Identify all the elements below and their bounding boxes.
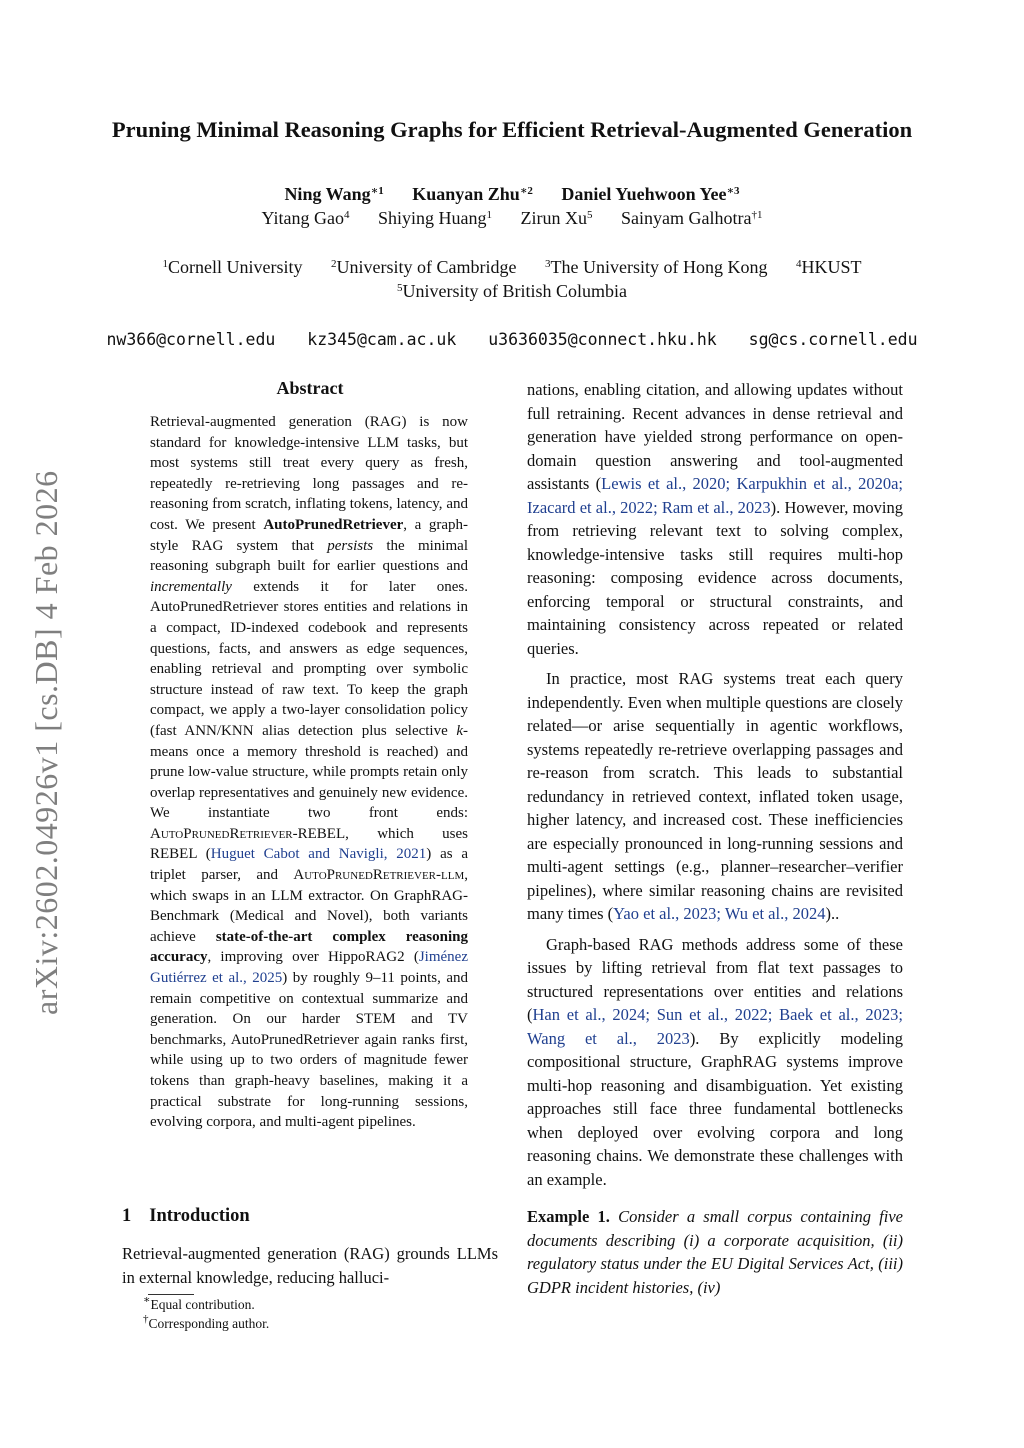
affiliation: $^1$Cornell University [162, 257, 303, 277]
footnotes [143, 1296, 269, 1333]
introduction-body [122, 1242, 498, 1289]
author-list-row-2 [100, 206, 924, 230]
author: Shiying Huang$^1$ [378, 208, 493, 228]
citation-link[interactable]: Huguet Cabot and Navigli, 2021 [210, 846, 427, 863]
email-link[interactable]: kz345@cam.ac.uk [307, 330, 457, 349]
body-paragraph: nations, enabling citation, and allowing updates without full retraining. Recent advances in dense retrieval and generation have yielded strong performance on open-domain question answering and tool-augmented assistants (Lewis et al., 2020; Karpukhin et al., 2020a; Izacard et al., 2022; Ram et al., 2023). However, moving from retrieving relevant text to solving complex, knowledge-intensive tasks still requires multi-hop reasoning: composing evidence across documents, enforcing temporal or structural constraints, and maintaining consistency across repeated or related queries. [527, 380, 903, 658]
footnote: ∗Equal contribution. [143, 1294, 255, 1312]
author: Zirun Xu$^5$ [520, 208, 593, 228]
footnote-rule [148, 1294, 194, 1295]
author: Daniel Yuehwoon Yee$^{∗3}$ [561, 184, 740, 204]
citation-link[interactable]: Jiménez Gutiérrez et al., 2025 [150, 949, 468, 987]
intro-paragraph: Retrieval-augmented generation (RAG) grounds LLMs in external knowledge, reducing halluci- [122, 1244, 498, 1287]
example-paragraph: Example 1. Consider a small corpus containing five documents describing (i) a corporate acquisition, (ii) regulatory status under the EU Digital Services Act, (iii) GDPR incident histories, (iv) [527, 1207, 903, 1297]
affiliation: $^5$University of British Columbia [397, 281, 627, 301]
abstract-body [150, 412, 468, 1133]
citation-link[interactable]: Lewis et al., 2020; Karpukhin et al., 2020a; Izacard et al., 2022; Ram et al., 2023 [527, 474, 903, 517]
author: Kuanyan Zhu$^{∗2}$ [412, 184, 533, 204]
affiliations-row-1 [100, 255, 924, 279]
footnote: †Corresponding author. [143, 1312, 270, 1331]
email-link[interactable]: u3636035@connect.hku.hk [488, 330, 717, 349]
affiliation: $^2$University of Cambridge [331, 257, 517, 277]
arxiv-identifier: arXiv:2602.04926v1 [cs.DB] 4 Feb 2026 [28, 470, 64, 1015]
citation-link[interactable]: Yao et al., 2023; Wu et al., 2024 [613, 904, 826, 923]
affiliation: $^4$HKUST [795, 257, 862, 277]
author-list-row-1 [100, 182, 924, 206]
abstract-paragraph: Retrieval-augmented generation (RAG) is now standard for knowledge-intensive LLM tasks, but most systems still treat every query as fresh, repeatedly re-retrieving long passages and re-reasoning from scratch, inflating tokens, latency, and cost. We present AutoPrunedRetriever, a graph-style RAG system that persists the minimal reasoning subgraph built for earlier questions and incrementally extends it for later ones. AutoPrunedRetriever stores entities and relations in a compact, ID-indexed codebook and represents questions, facts, and answers as edge sequences, enabling retrieval and prompting over symbolic structure instead of raw text. To keep the graph compact, we apply a two-layer consolidation policy (fast ANN/KNN alias detection plus selective k-means once a memory threshold is reached) and prune low-value structure, while prompts retain only overlap representatives and genuinely new evidence. We instantiate two front ends: AutoPrunedRetriever-REBEL, which uses REBEL (Huguet Cabot and Navigli, 2021) as a triplet parser, and AutoPrunedRetriever-llm, which swaps in an LLM extractor. On GraphRAG-Benchmark (Medical and Novel), both variants achieve state-of-the-art complex reasoning accuracy, improving over HippoRAG2 (Jiménez Gutiérrez et al., 2025) by roughly 9–11 points, and remain competitive on contextual summarize and generation. On our harder STEM and TV benchmarks, AutoPrunedRetriever again ranks first, while using up to two orders of magnitude fewer tokens than graph-heavy baselines, making it a practical substrate for long-running sessions, evolving corpora, and multi-agent pipelines. [150, 414, 469, 1131]
abstract-heading: Abstract [276, 378, 344, 398]
author: Sainyam Galhotra$^{\dagger 1}$ [621, 208, 763, 228]
body-paragraph: In practice, most RAG systems treat each query independently. Even when multiple questions are closely related—or arise sequentially in agentic workflows, systems repeatedly re-retrieve overlapping passages and re-reason from scratch. This leads to substantial redundancy in retrieved context, inflated token usage, higher latency, and increased cost. These inefficiencies are especially pronounced in long-running sessions and multi-agent settings (e.g., planner–researcher–verifier pipelines), where similar reasoning chains are revisited many times (Yao et al., 2023; Wu et al., 2024).. [527, 669, 903, 923]
author: Yitang Gao$^4$ [261, 208, 350, 228]
affiliations-row-2 [100, 279, 924, 303]
affiliation: $^3$The University of Hong Kong [544, 257, 768, 277]
paper-title: Pruning Minimal Reasoning Graphs for Efficient Retrieval-Augmented Generation [111, 117, 913, 142]
author: Ning Wang$^{∗1}$ [284, 184, 384, 204]
right-column-body [527, 378, 903, 1306]
body-paragraph: Graph-based RAG methods address some of these issues by lifting retrieval from flat text passages to structured representations over entities and relations (Han et al., 2024; Sun et al., 2022; Baek et al., 2023; Wang et al., 2023). By explicitly modeling compositional structure, GraphRAG systems improve multi-hop reasoning and disambiguation. Yet existing approaches still face three fundamental bottlenecks when deployed over evolving corpora and long reasoning chains. We demonstrate these challenges with an example. [527, 934, 903, 1189]
email-link[interactable]: nw366@cornell.edu [106, 330, 276, 349]
section-heading-introduction: 1 Introduction [122, 1206, 250, 1226]
citation-link[interactable]: Han et al., 2024; Sun et al., 2022; Baek et al., 2023; Wang et al., 2023 [527, 1005, 903, 1048]
email-link[interactable]: sg@cs.cornell.edu [748, 330, 918, 349]
author-emails [60, 328, 964, 352]
